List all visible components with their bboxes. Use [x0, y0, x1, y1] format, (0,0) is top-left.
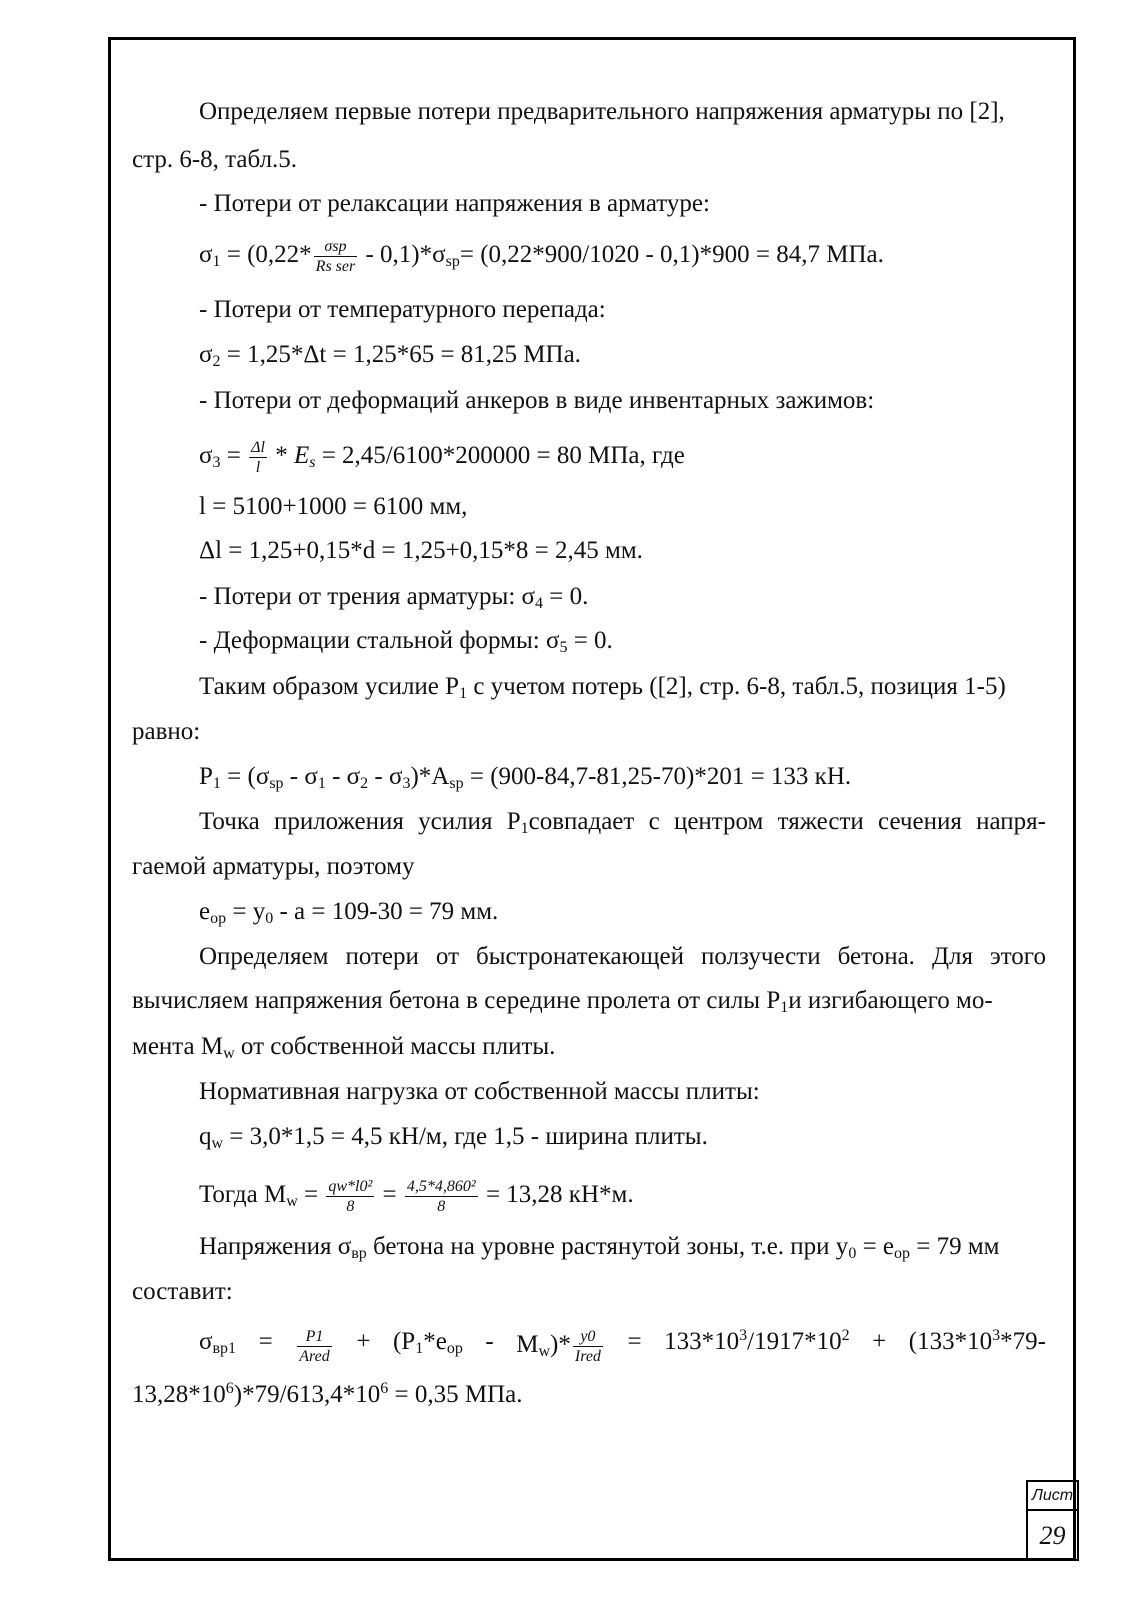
paragraph-1: Определяем первые потери предварительного напряжения арматуры по [2],: [199, 98, 1005, 125]
sheet-label: Лист: [1028, 1482, 1077, 1511]
paragraph-3-cont: гаемой арматуры, поэтому: [132, 853, 415, 880]
formula-qw: $q_w = 3,0*1,5 = 4,5$ кН/м, где 1,5 - ширина плиты.: [199, 1123, 708, 1152]
formula-sigma2: $\sigma_2 = 1,25*\Delta t = 1,25*65 = 81,25$ МПа.: [199, 341, 581, 370]
fraction: $\frac{P1}{\text{Ared}}$: [299, 1328, 330, 1365]
fraction: $\frac{\text{4,5*4,860²}}{8}$: [406, 1178, 476, 1215]
paragraph-4-cont: вычисляем напряжения бетона в середине пролета от силы $P_1и$ изгибающего мо-: [132, 987, 993, 1016]
paragraph-6-cont: составит:: [132, 1278, 233, 1305]
paragraph-2: Таким образом усилие $P_1$ с учетом потерь ([2], стр. 6-8, табл.5, позиция 1-5): [199, 673, 1006, 702]
formula-p1: $P_1 = (\sigma_{sp} - \sigma_1 - \sigma_2 - \sigma_3)*A_{sp} = (900-84,7-81,25-70)*201 = 133$ кН.: [199, 763, 852, 792]
formula-eop: $e_{op} = y_0 - a = 109-30 = 79$ мм.: [199, 898, 499, 927]
paragraph-1-cont: стр. 6-8, табл.5.: [132, 146, 298, 173]
loss5-line: - Деформации стальной формы: $\sigma_5 = 0$.: [199, 627, 613, 656]
paragraph-2-cont: равно:: [132, 718, 201, 745]
fraction: $\frac{\text{qw*l0²}}{8}$: [328, 1178, 373, 1215]
paragraph-6: Напряжения $\sigma_{вр}$ бетона на уровне растянутой зоны, т.е. при $y_0 = e_{op} = 79$ мм: [199, 1233, 1000, 1262]
dl-line: Δl = 1,25+0,15*d = 1,25+0,15*8 = 2,45 мм.: [199, 537, 643, 564]
loss1-title: - Потери от релаксации напряжения в арматуре:: [199, 190, 710, 217]
loss2-title: - Потери от температурного перепада:: [199, 296, 606, 323]
paragraph-4: Определяем потери от быстронатекающей ползучести бетона. Для этого: [199, 943, 1046, 970]
sheet-number: 29: [1039, 1521, 1066, 1550]
formula-mw: Тогда $M_w$ = $\frac{\text{qw*l0²}}{8}$ = $\frac{\text{4,5*4,860²}}{8}$ = 13,28 кН*м.: [199, 1178, 634, 1215]
formula-sigma3: $\sigma_3$ = $\frac{\Delta l}{l}$ * $E_s = 2,45/6100*200000 = 80$ МПа, где: [199, 439, 685, 476]
paragraph-3: Точка приложения усилия $P_1совпадает$ с центром тяжести сечения напря-: [199, 808, 1046, 837]
formula-sigma-bp1: $\sigma_{вр1}$ = $\frac{P1}{\text{Ared}}$ + ($P_1*e_{op}$ - $M_w)*$ $\frac{y0}{\text{Ired}}$ = $133*10^3/1917*10^2$ + ($133*10^3*79-$: [199, 1327, 1046, 1365]
fraction: $\frac{y0}{\text{Ired}}$: [574, 1328, 601, 1365]
loss4-line: - Потери от трения арматуры: $\sigma_4 = 0$.: [199, 583, 589, 612]
fraction: $\frac{\text{σsp}}{\text{Rs ser}}$: [315, 238, 356, 275]
paragraph-4-cont2: мента $M_w$ от собственной массы плиты.: [132, 1033, 556, 1062]
sheet-stamp: [1026, 1480, 1079, 1561]
formula-sigma-bp1-cont: $13,28*10^6)*79/613,4*10^6 = 0,35$ МПа.: [132, 1380, 523, 1408]
paragraph-5: Нормативная нагрузка от собственной массы плиты:: [199, 1078, 760, 1105]
l-line: l = 5100+1000 = 6100 мм,: [199, 493, 468, 520]
loss3-title: - Потери от деформаций анкеров в виде инвентарных зажимов:: [199, 387, 875, 414]
fraction: $\frac{\Delta l}{l}$: [251, 439, 265, 476]
formula-sigma1: $\sigma_1 = (0,22*$ $\frac{\text{σsp}}{\text{Rs ser}}$ - $0,1)*\sigma_{sp}= (0,22*900/1020 - 0,1)*900 = 84,7$ МПа.: [199, 238, 884, 275]
